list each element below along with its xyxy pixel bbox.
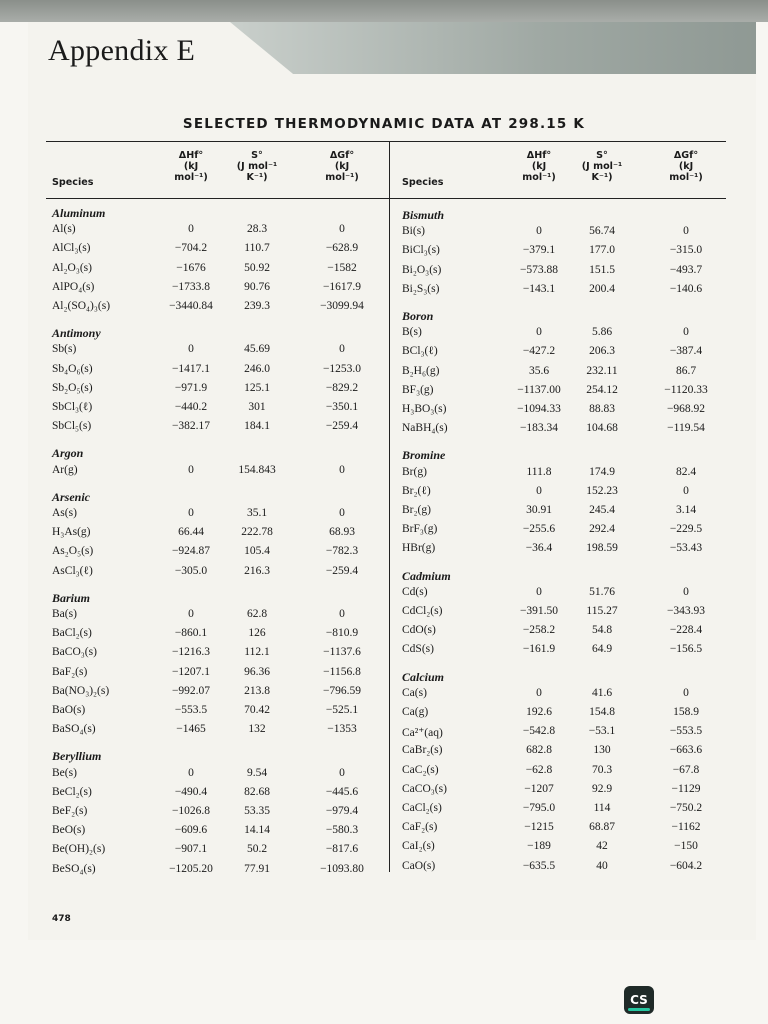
right-group-cadmium: Cadmium (402, 568, 451, 583)
right-dh-cell: −143.1 (522, 282, 556, 295)
left-species-cell: Al₂O₃(s) (52, 261, 92, 274)
right-dh-cell: 682.8 (526, 744, 552, 757)
left-dg-cell: −259.4 (325, 420, 359, 433)
left-dh-cell: −860.1 (174, 627, 208, 640)
left-dg-cell: −259.4 (325, 564, 359, 577)
left-species-cell: BeO(s) (52, 824, 86, 837)
right-group-boron: Boron (402, 309, 434, 323)
left-s-cell: 125.1 (244, 381, 270, 394)
left-s-cell: 28.3 (246, 223, 268, 236)
right-dg-cell: 0 (683, 484, 689, 497)
right-dh-cell: 35.6 (528, 364, 550, 377)
right-species-cell: CaBr₂(s) (402, 744, 443, 757)
left-dh-cell: −704.2 (174, 242, 208, 255)
right-species-cell: Cd(s) (402, 585, 428, 598)
right-s-cell: 151.5 (589, 263, 615, 276)
left-dh-cell: −992.07 (171, 684, 211, 697)
left-header-s (227, 150, 287, 183)
left-dg-cell: −628.9 (325, 242, 359, 255)
left-species-cell: AlPO₄(s) (52, 280, 95, 293)
left-dg-cell: −525.1 (325, 704, 359, 716)
right-dg-cell: 0 (683, 585, 689, 598)
left-dg-cell: −580.3 (325, 824, 359, 837)
left-dh-cell: −609.6 (174, 824, 208, 837)
left-s-cell: 246.0 (244, 362, 270, 375)
right-s-cell: 92.9 (591, 782, 613, 795)
left-s-cell: 105.4 (244, 545, 270, 558)
right-species-cell: BiCl₃(s) (402, 244, 440, 257)
left-species-cell: BeSO₄(s) (52, 862, 96, 875)
left-dg-cell: −1156.8 (323, 665, 361, 678)
right-header-dg-line: mol⁻¹) (669, 172, 703, 183)
right-dg-cell: −968.92 (666, 403, 706, 415)
left-dh-cell: 0 (188, 766, 194, 779)
left-dh-cell: 0 (188, 608, 194, 620)
right-s-cell: 42 (596, 840, 608, 853)
left-dg-cell: −1093.80 (320, 862, 364, 875)
right-dg-cell: −343.93 (666, 605, 706, 617)
left-dh-cell: −1026.8 (171, 805, 211, 817)
right-dh-cell: 0 (536, 585, 542, 598)
left-s-cell: 82.68 (244, 785, 270, 798)
right-dh-cell: −255.6 (522, 523, 556, 536)
header-bottom-rule (46, 198, 726, 199)
left-s-cell: 222.78 (241, 526, 273, 539)
right-dh-cell: −635.5 (522, 859, 556, 872)
left-s-cell: 239.3 (244, 300, 270, 312)
left-s-cell: 301 (248, 401, 266, 413)
right-dh-cell: 0 (536, 686, 542, 699)
right-species-cell: H₃BO₃(s) (402, 403, 447, 415)
left-species-cell: AlCl₃(s) (52, 242, 91, 255)
appendix-title: Appendix E (48, 34, 196, 67)
right-dg-cell: −604.2 (669, 859, 703, 872)
right-dh-cell: −62.8 (525, 763, 553, 776)
right-s-cell: 70.3 (591, 763, 613, 776)
right-s-cell: 177.0 (589, 244, 615, 257)
right-dg-cell: −663.6 (669, 744, 703, 757)
right-species-cell: CdCl₂(s) (402, 605, 443, 617)
left-species-cell: Al₂(SO₄)₃(s) (52, 300, 111, 312)
left-species-cell: BaO(s) (52, 704, 86, 716)
right-dh-cell: −795.0 (522, 802, 556, 814)
right-species-cell: Ca²⁺(aq) (402, 727, 443, 740)
left-header-s-line: S° (251, 150, 263, 161)
right-dg-cell: 0 (683, 326, 689, 339)
right-dg-cell: −750.2 (669, 802, 703, 814)
right-header-dh-line: (kJ (531, 161, 547, 172)
left-dg-cell: −1353 (327, 723, 357, 736)
left-s-cell: 62.8 (246, 608, 268, 620)
right-header-dg-line: ΔGf° (673, 150, 699, 161)
right-dg-cell: 158.9 (673, 706, 699, 718)
right-dg-cell: −1120.33 (664, 383, 708, 396)
right-dh-cell: 30.91 (526, 504, 552, 516)
right-dg-cell: −493.7 (669, 263, 703, 276)
left-species-cell: SbCl₃(ℓ) (52, 401, 93, 413)
right-species-cell: NaBH₄(s) (402, 422, 448, 435)
left-species-cell: Al(s) (52, 223, 76, 236)
left-dg-cell: 0 (339, 343, 345, 356)
right-species-cell: CaCl₂(s) (402, 802, 442, 814)
right-dh-cell: 111.8 (526, 465, 552, 478)
left-group-arsenic: Arsenic (52, 489, 91, 504)
right-s-cell: 68.87 (589, 821, 615, 834)
right-dg-cell: −150 (674, 840, 698, 853)
left-header-dg-line: ΔGf° (329, 150, 355, 161)
left-species-cell: Sb(s) (52, 343, 77, 356)
right-group-calcium: Calcium (402, 669, 445, 684)
right-dh-cell: −542.8 (522, 725, 556, 738)
left-s-cell: 132 (248, 723, 266, 736)
right-header-s-line: (J mol⁻¹ (581, 161, 623, 172)
left-species-cell: As(s) (52, 507, 77, 519)
left-dg-cell: −1253.0 (322, 362, 362, 375)
left-dg-cell: −445.6 (325, 785, 359, 798)
left-dg-cell: −829.2 (325, 381, 359, 394)
right-s-cell: 174.9 (589, 465, 615, 478)
left-species-cell: BaCO₃(s) (52, 646, 97, 659)
book-page (28, 22, 756, 940)
left-dh-cell: −924.87 (171, 545, 211, 558)
left-header-s-line: (J mol⁻¹ (236, 161, 278, 172)
right-s-cell: 64.9 (591, 643, 613, 656)
left-species-cell: Be(OH)₂(s) (52, 843, 106, 856)
right-species-cell: CaF₂(s) (402, 821, 438, 834)
left-s-cell: 216.3 (244, 564, 270, 577)
left-species-cell: Sb₂O₅(s) (52, 381, 93, 394)
right-dh-cell: 0 (536, 225, 542, 238)
left-dh-cell: −3440.84 (169, 300, 213, 312)
right-species-cell: CaO(s) (402, 859, 436, 872)
left-dg-cell: 0 (339, 507, 345, 519)
right-dg-cell: 82.4 (675, 465, 697, 478)
right-dh-cell: −1094.33 (517, 403, 561, 415)
right-species-cell: BCl₃(ℓ) (402, 345, 438, 358)
right-s-cell: 51.76 (589, 585, 615, 598)
right-species-cell: CdS(s) (402, 643, 434, 656)
right-dh-cell: −161.9 (522, 643, 556, 656)
right-s-cell: 254.12 (586, 383, 618, 396)
right-header-dg-line: (kJ (678, 161, 694, 172)
right-header-dh-line: ΔHf° (526, 150, 552, 161)
left-species-cell: BaSO₄(s) (52, 723, 96, 736)
left-dh-cell: 66.44 (178, 526, 204, 539)
right-dg-cell: 86.7 (675, 364, 697, 377)
left-header-dh (161, 150, 221, 183)
right-header-s-line: S° (596, 150, 608, 161)
right-dg-cell: −1129 (671, 782, 701, 795)
left-dg-cell: −1617.9 (322, 280, 362, 293)
left-header-dg-line: mol⁻¹) (325, 172, 359, 183)
left-dg-cell: −782.3 (325, 545, 359, 558)
right-dg-cell: 0 (683, 686, 689, 699)
right-s-cell: 198.59 (586, 542, 618, 555)
left-species-cell: BaCl₂(s) (52, 627, 92, 640)
left-species-cell: Ba(s) (52, 608, 77, 620)
right-species-cell: CaC₂(s) (402, 763, 439, 776)
left-s-cell: 112.1 (244, 646, 270, 659)
left-dg-cell: 0 (339, 608, 345, 620)
left-dh-cell: −1733.8 (171, 280, 211, 293)
left-dh-cell: −1216.3 (171, 646, 211, 659)
column-divider (389, 142, 390, 872)
right-s-cell: 40 (596, 859, 608, 872)
left-dh-cell: −1207.1 (171, 665, 211, 678)
left-dg-cell: 0 (339, 463, 345, 476)
right-dh-cell: −379.1 (522, 244, 556, 257)
right-s-cell: 130 (593, 744, 611, 757)
right-dh-cell: −1137.00 (517, 383, 561, 396)
right-header-dg (656, 150, 716, 183)
left-header-dg (312, 150, 372, 183)
left-s-cell: 184.1 (244, 420, 270, 433)
right-species-cell: Br₂(ℓ) (402, 484, 431, 497)
right-dg-cell: −1162 (671, 821, 701, 834)
left-species-cell: Ba(NO₃)₂(s) (52, 684, 110, 697)
left-s-cell: 110.7 (244, 242, 270, 255)
right-dh-cell: −36.4 (525, 542, 553, 555)
right-header-s-line: K⁻¹) (591, 172, 613, 183)
left-s-cell: 126 (248, 627, 266, 640)
right-dg-cell: −140.6 (669, 282, 703, 295)
right-group-bismuth: Bismuth (402, 208, 445, 222)
right-dg-cell: 0 (683, 225, 689, 238)
right-dh-cell: −1215 (524, 821, 554, 834)
camscanner-badge[interactable]: CS (624, 986, 654, 1014)
left-s-cell: 70.42 (244, 704, 270, 716)
left-species-cell: Sb₄O₆(s) (52, 362, 93, 375)
right-dh-cell: −573.88 (519, 263, 559, 276)
left-group-barium: Barium (52, 590, 91, 605)
right-species-cell: BrF₃(g) (402, 523, 438, 536)
scan-top-band (0, 0, 768, 22)
right-species-cell: B₂H₆(g) (402, 364, 440, 377)
right-dg-cell: −119.54 (667, 422, 705, 435)
right-s-cell: 56.74 (589, 225, 615, 238)
left-dh-cell: −553.5 (174, 704, 208, 716)
left-group-beryllium: Beryllium (52, 749, 102, 764)
right-dh-cell: 0 (536, 484, 542, 497)
right-species-cell: Ca(g) (402, 706, 429, 718)
right-dh-cell: −189 (527, 840, 551, 853)
left-s-cell: 154.843 (238, 463, 276, 476)
right-species-cell: CaI₂(s) (402, 840, 435, 853)
right-dh-cell: −258.2 (522, 624, 556, 637)
right-dg-cell: −387.4 (669, 345, 703, 358)
left-s-cell: 77.91 (244, 862, 270, 875)
right-header-species: Species (402, 177, 444, 188)
right-species-cell: Br₂(g) (402, 504, 431, 516)
right-s-cell: 54.8 (591, 624, 613, 637)
left-group-antimony: Antimony (52, 326, 101, 341)
left-group-aluminum: Aluminum (52, 206, 106, 220)
left-header-dh-line: ΔHf° (178, 150, 204, 161)
left-dh-cell: −440.2 (174, 401, 208, 413)
left-species-cell: SbCl₅(s) (52, 420, 92, 433)
right-header-dh-line: mol⁻¹) (522, 172, 556, 183)
left-header-dh-line: mol⁻¹) (174, 172, 208, 183)
left-dh-cell: 0 (188, 223, 194, 236)
right-species-cell: Bi₂O₃(s) (402, 263, 442, 276)
right-species-cell: CdO(s) (402, 624, 436, 637)
right-dg-cell: −229.5 (669, 523, 703, 536)
right-dg-cell: −53.43 (669, 542, 703, 555)
right-s-cell: 88.83 (589, 403, 615, 415)
right-s-cell: 5.86 (591, 326, 613, 339)
left-dh-cell: −490.4 (174, 785, 208, 798)
right-dg-cell: −67.8 (672, 763, 700, 776)
left-species-cell: BaF₂(s) (52, 665, 88, 678)
left-header-species: Species (52, 177, 94, 188)
left-dg-cell: 68.93 (329, 526, 355, 539)
left-species-cell: AsCl₃(ℓ) (52, 564, 93, 577)
right-species-cell: Bi(s) (402, 225, 425, 238)
left-dg-cell: −979.4 (325, 805, 359, 817)
right-s-cell: 292.4 (589, 523, 615, 536)
right-dh-cell: −391.50 (519, 605, 559, 617)
left-species-cell: Ar(g) (52, 463, 78, 476)
right-dg-cell: −553.5 (669, 725, 703, 738)
left-header-s-line: K⁻¹) (246, 172, 268, 183)
right-s-cell: 104.68 (586, 422, 618, 435)
left-dg-cell: −1137.6 (323, 646, 361, 659)
left-dg-cell: −817.6 (325, 843, 359, 856)
left-header-dg-line: (kJ (334, 161, 350, 172)
right-s-cell: 114 (593, 802, 611, 814)
table-title: SELECTED THERMODYNAMIC DATA AT 298.15 K (182, 116, 586, 132)
right-dg-cell: −315.0 (669, 244, 703, 257)
left-species-cell: BeCl₂(s) (52, 785, 92, 798)
right-species-cell: HBr(g) (402, 542, 436, 555)
left-s-cell: 45.69 (244, 343, 270, 356)
right-s-cell: 115.27 (586, 605, 618, 617)
right-s-cell: 206.3 (589, 345, 615, 358)
appendix-header-tab (230, 22, 756, 74)
left-s-cell: 50.2 (246, 843, 268, 856)
left-dg-cell: −350.1 (325, 401, 359, 413)
right-dh-cell: 192.6 (526, 706, 552, 718)
left-dh-cell: −971.9 (174, 381, 208, 394)
left-dh-cell: 0 (188, 507, 194, 519)
right-s-cell: 232.11 (586, 364, 618, 377)
right-group-bromine: Bromine (402, 448, 446, 463)
right-dh-cell: −183.34 (519, 422, 559, 435)
right-dg-cell: −156.5 (669, 643, 703, 656)
right-header-s (572, 150, 632, 183)
right-s-cell: 41.6 (591, 686, 613, 699)
left-dg-cell: −810.9 (325, 627, 359, 640)
left-s-cell: 213.8 (244, 684, 270, 697)
right-dh-cell: −427.2 (522, 345, 556, 358)
left-dg-cell: −1582 (327, 261, 357, 274)
left-dh-cell: −1465 (176, 723, 206, 736)
right-s-cell: 245.4 (589, 504, 615, 516)
right-dh-cell: 0 (536, 326, 542, 339)
left-dh-cell: −1676 (176, 261, 206, 274)
left-s-cell: 90.76 (244, 280, 270, 293)
left-dh-cell: −305.0 (174, 564, 208, 577)
table-top-rule (46, 141, 726, 142)
right-s-cell: 152.23 (586, 484, 618, 497)
right-s-cell: 154.8 (589, 706, 615, 718)
left-header-dh-line: (kJ (183, 161, 199, 172)
page-number: 478 (52, 914, 71, 924)
left-s-cell: 53.35 (244, 805, 270, 817)
left-s-cell: 14.14 (244, 824, 270, 837)
right-species-cell: CaCO₃(s) (402, 782, 447, 795)
left-species-cell: H₃As(g) (52, 526, 91, 539)
left-s-cell: 9.54 (246, 766, 268, 779)
left-dh-cell: −907.1 (174, 843, 208, 856)
right-dg-cell: −228.4 (669, 624, 703, 637)
left-dg-cell: −3099.94 (320, 300, 364, 312)
left-group-argon: Argon (52, 446, 84, 461)
right-species-cell: BF₃(g) (402, 383, 434, 396)
right-species-cell: Bi₂S₃(s) (402, 282, 440, 295)
right-species-cell: B(s) (402, 326, 422, 339)
left-species-cell: BeF₂(s) (52, 805, 88, 817)
left-dg-cell: 0 (339, 223, 345, 236)
left-dg-cell: 0 (339, 766, 345, 779)
left-dg-cell: −796.59 (322, 684, 362, 697)
left-dh-cell: −1417.1 (171, 362, 211, 375)
right-dg-cell: 3.14 (675, 504, 697, 516)
left-dh-cell: 0 (188, 343, 194, 356)
left-s-cell: 50.92 (244, 261, 270, 274)
right-species-cell: Ca(s) (402, 686, 427, 699)
left-dh-cell: −1205.20 (169, 862, 213, 875)
right-species-cell: Br(g) (402, 465, 427, 478)
left-s-cell: 35.1 (246, 507, 268, 519)
right-s-cell: −53.1 (588, 725, 616, 738)
right-dh-cell: −1207 (524, 782, 554, 795)
right-header-dh (509, 150, 569, 183)
left-s-cell: 96.36 (244, 665, 270, 678)
left-species-cell: As₂O₅(s) (52, 545, 94, 558)
left-dh-cell: −382.17 (171, 420, 211, 433)
right-s-cell: 200.4 (589, 282, 615, 295)
left-dh-cell: 0 (188, 463, 194, 476)
left-species-cell: Be(s) (52, 766, 77, 779)
